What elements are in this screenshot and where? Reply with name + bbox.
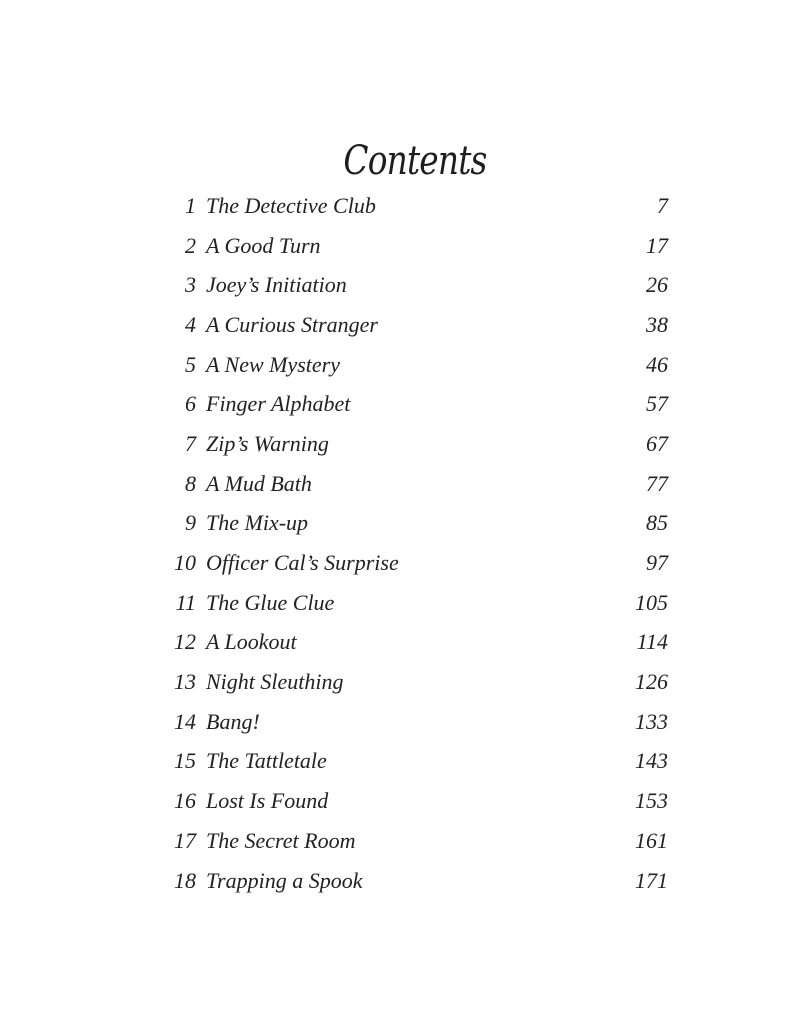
chapter-number: 15 xyxy=(174,748,196,774)
toc-entry xyxy=(166,662,668,702)
chapter-page-number: 143 xyxy=(635,748,668,774)
chapter-page-number: 85 xyxy=(646,510,668,536)
toc-entry xyxy=(166,464,668,504)
chapter-title: A Lookout xyxy=(206,629,297,655)
chapter-title: Officer Cal’s Surprise xyxy=(206,550,399,576)
toc-entry xyxy=(166,345,668,385)
toc-entry xyxy=(166,702,668,742)
toc-entry xyxy=(166,861,668,901)
table-of-contents xyxy=(166,186,668,900)
chapter-number: 17 xyxy=(174,827,196,853)
toc-entry xyxy=(166,226,668,266)
chapter-number: 9 xyxy=(185,510,196,536)
chapter-page-number: 26 xyxy=(646,272,668,298)
chapter-page-number: 57 xyxy=(646,391,668,417)
chapter-title: The Secret Room xyxy=(206,827,356,853)
chapter-page-number: 105 xyxy=(635,589,668,615)
chapter-page-number: 97 xyxy=(646,550,668,576)
toc-entry xyxy=(166,583,668,623)
chapter-title: The Glue Clue xyxy=(206,589,335,615)
chapter-number: 14 xyxy=(174,708,196,734)
chapter-number: 6 xyxy=(185,391,196,417)
toc-entry xyxy=(166,781,668,821)
chapter-number: 13 xyxy=(174,669,196,695)
chapter-title: A Good Turn xyxy=(206,232,321,258)
chapter-title: A Mud Bath xyxy=(206,470,312,496)
chapter-number: 11 xyxy=(175,589,196,615)
chapter-number: 3 xyxy=(185,272,196,298)
chapter-page-number: 126 xyxy=(635,669,668,695)
toc-entry xyxy=(166,821,668,861)
chapter-page-number: 161 xyxy=(635,827,668,853)
chapter-title: Night Sleuthing xyxy=(206,669,344,695)
toc-entry xyxy=(166,186,668,226)
chapter-page-number: 114 xyxy=(636,629,668,655)
chapter-number: 10 xyxy=(174,550,196,576)
chapter-title: A Curious Stranger xyxy=(206,311,378,337)
toc-entry xyxy=(166,384,668,424)
chapter-page-number: 46 xyxy=(646,351,668,377)
chapter-number: 18 xyxy=(174,867,196,893)
toc-entry xyxy=(166,305,668,345)
chapter-number: 7 xyxy=(185,430,196,456)
chapter-title: The Tattletale xyxy=(206,748,327,774)
chapter-number: 2 xyxy=(185,232,196,258)
toc-entry xyxy=(166,742,668,782)
toc-entry xyxy=(166,543,668,583)
toc-entry xyxy=(166,504,668,544)
chapter-number: 12 xyxy=(174,629,196,655)
toc-entry xyxy=(166,265,668,305)
chapter-number: 5 xyxy=(185,351,196,377)
chapter-page-number: 67 xyxy=(646,430,668,456)
chapter-number: 8 xyxy=(185,470,196,496)
chapter-title: Lost Is Found xyxy=(206,788,329,814)
chapter-title: A New Mystery xyxy=(206,351,341,377)
chapter-title: Joey’s Initiation xyxy=(206,272,347,298)
toc-entry xyxy=(166,424,668,464)
chapter-page-number: 133 xyxy=(635,708,668,734)
chapter-page-number: 17 xyxy=(646,232,668,258)
toc-entry xyxy=(166,623,668,663)
chapter-page-number: 38 xyxy=(646,311,668,337)
chapter-page-number: 7 xyxy=(657,192,668,218)
chapter-page-number: 77 xyxy=(646,470,668,496)
chapter-title: The Mix-up xyxy=(206,510,309,536)
chapter-number: 4 xyxy=(185,311,196,337)
chapter-title: The Detective Club xyxy=(206,192,376,218)
chapter-title: Finger Alphabet xyxy=(206,391,351,417)
chapter-page-number: 171 xyxy=(635,867,668,893)
chapter-page-number: 153 xyxy=(635,788,668,814)
contents-heading: Contents xyxy=(343,138,487,184)
chapter-number: 16 xyxy=(174,788,196,814)
chapter-number: 1 xyxy=(185,192,196,218)
chapter-title: Bang! xyxy=(206,708,260,734)
chapter-title: Trapping a Spook xyxy=(206,867,363,893)
chapter-title: Zip’s Warning xyxy=(206,430,329,456)
